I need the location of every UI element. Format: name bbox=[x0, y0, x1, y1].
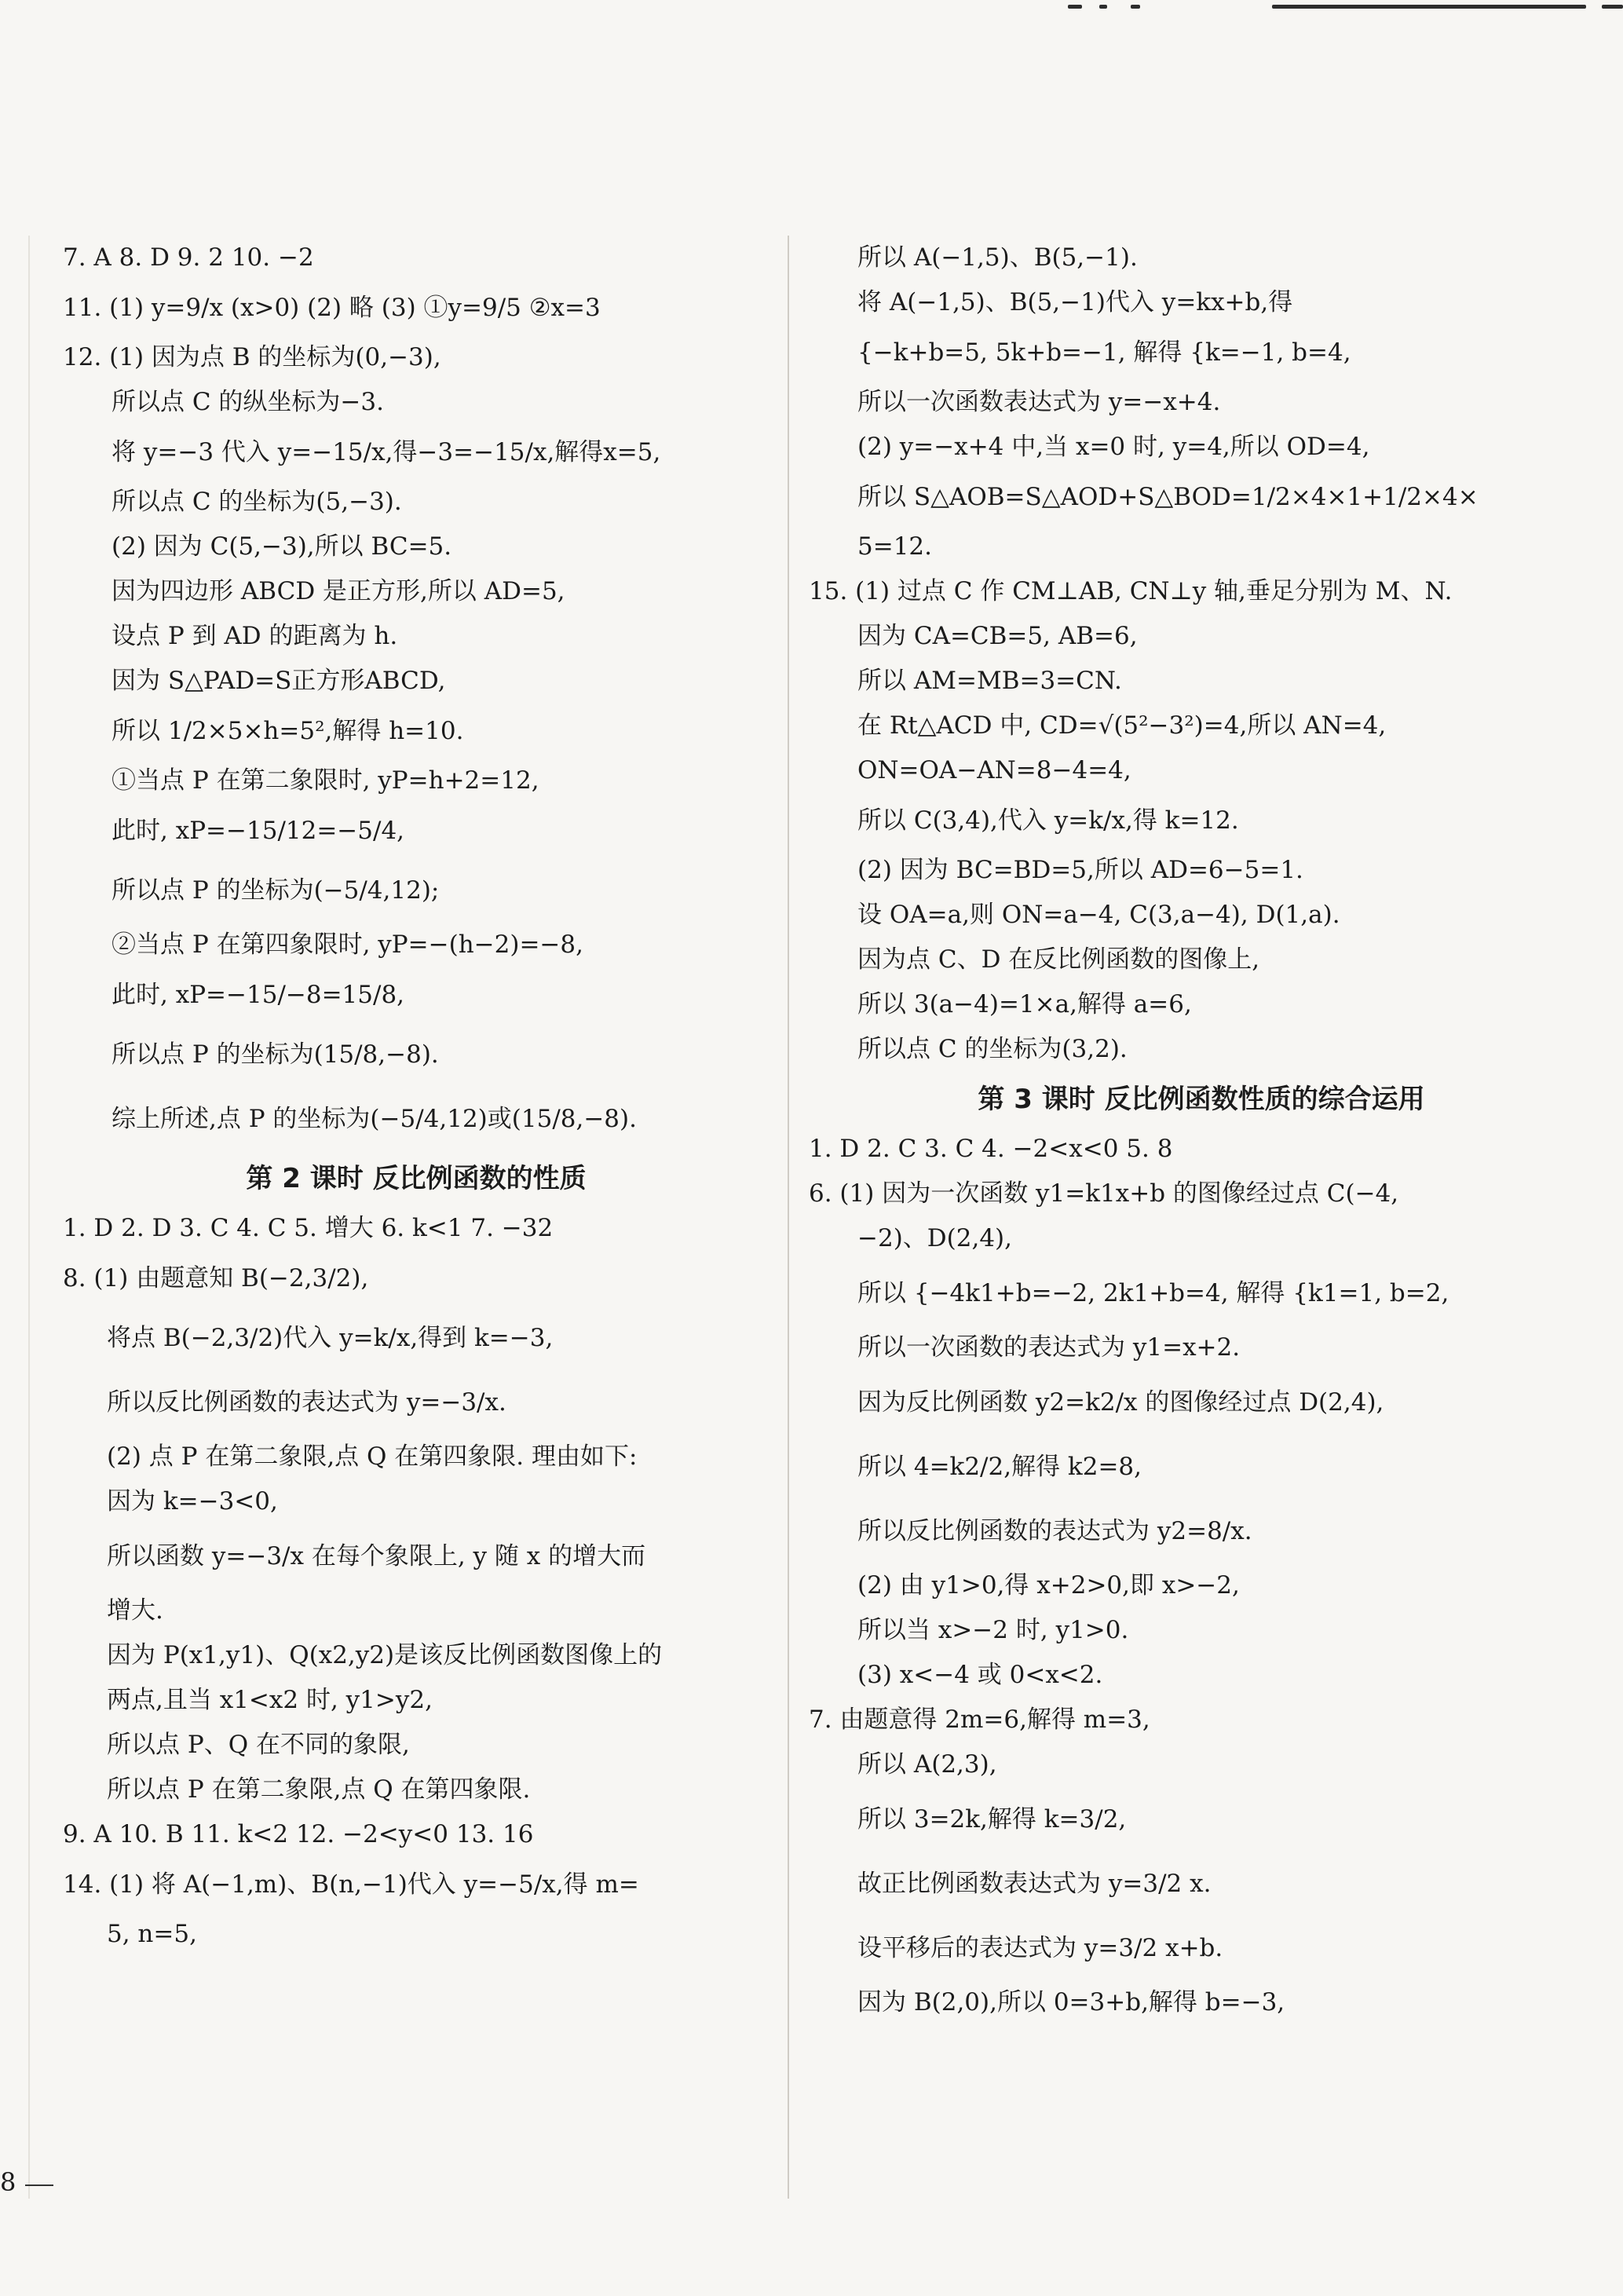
text-line: 将 y=−3 代入 y=−15/x,得−3=−15/x,解得x=5, bbox=[111, 438, 661, 466]
text-line: 在 Rt△ACD 中, CD=√(5²−3²)=4,所以 AN=4, bbox=[857, 711, 1387, 740]
text-line: 所以函数 y=−3/x 在每个象限上, y 随 x 的增大而 bbox=[107, 1542, 646, 1570]
right-column bbox=[809, 236, 1594, 2025]
text-line: 所以 C(3,4),代入 y=k/x,得 k=12. bbox=[857, 806, 1239, 835]
page-number: 8 bbox=[0, 2167, 16, 2197]
column-divider bbox=[788, 236, 789, 2199]
text-line: 所以 A(−1,5)、B(5,−1). bbox=[857, 243, 1138, 272]
text-line: ①当点 P 在第二象限时, yP=h+2=12, bbox=[111, 766, 539, 795]
text-line: 所以 S△AOB=S△AOD+S△BOD=1/2×4×1+1/2×4× bbox=[857, 483, 1479, 511]
text-line: 12. (1) 因为点 B 的坐标为(0,−3), bbox=[63, 343, 441, 371]
text-line: 1. D 2. D 3. C 4. C 5. 增大 6. k<1 7. −32 bbox=[63, 1214, 554, 1242]
section-heading: 第 2 课时 反比例函数的性质 bbox=[246, 1163, 587, 1194]
text-line: 因为四边形 ABCD 是正方形,所以 AD=5, bbox=[111, 577, 565, 605]
text-line: 因为点 C、D 在反比例函数的图像上, bbox=[857, 945, 1260, 974]
left-column bbox=[63, 236, 769, 1957]
text-line: 5, n=5, bbox=[107, 1920, 197, 1948]
text-line: 所以 3(a−4)=1×a,解得 a=6, bbox=[857, 990, 1192, 1018]
text-line: 15. (1) 过点 C 作 CM⊥AB, CN⊥y 轴,垂足分别为 M、N. bbox=[809, 577, 1453, 605]
text-line: 6. (1) 因为一次函数 y1=k1x+b 的图像经过点 C(−4, bbox=[809, 1179, 1399, 1208]
text-line: 所以点 C 的坐标为(5,−3). bbox=[111, 488, 402, 516]
text-line: 所以 AM=MB=3=CN. bbox=[857, 667, 1122, 695]
text-line: 增大. bbox=[107, 1596, 163, 1625]
section-heading: 第 3 课时 反比例函数性质的综合运用 bbox=[978, 1084, 1425, 1115]
text-line: 设 OA=a,则 ON=a−4, C(3,a−4), D(1,a). bbox=[857, 901, 1340, 929]
text-line: 7. 由题意得 2m=6,解得 m=3, bbox=[809, 1706, 1150, 1734]
left-edge-line bbox=[28, 236, 30, 2199]
text-line: 所以点 P 的坐标为(−5/4,12); bbox=[111, 876, 440, 905]
text-line: 8. (1) 由题意知 B(−2,3/2), bbox=[63, 1264, 369, 1292]
text-line: 因为 CA=CB=5, AB=6, bbox=[857, 622, 1138, 650]
text-line: 所以当 x>−2 时, y1>0. bbox=[857, 1616, 1129, 1644]
text-line: 所以 {−4k1+b=−2, 2k1+b=4, 解得 {k1=1, b=2, bbox=[857, 1279, 1449, 1307]
text-line: 所以一次函数表达式为 y=−x+4. bbox=[857, 388, 1221, 416]
text-line: 所以 3=2k,解得 k=3/2, bbox=[857, 1805, 1127, 1834]
text-line: (2) 点 P 在第二象限,点 Q 在第四象限. 理由如下: bbox=[107, 1442, 638, 1471]
text-line: 所以点 C 的纵坐标为−3. bbox=[111, 388, 384, 416]
text-line: 所以点 P、Q 在不同的象限, bbox=[107, 1731, 410, 1759]
text-line: 所以点 P 在第二象限,点 Q 在第四象限. bbox=[107, 1775, 531, 1804]
text-line: 所以反比例函数的表达式为 y2=8/x. bbox=[857, 1517, 1252, 1545]
text-line: 所以点 C 的坐标为(3,2). bbox=[857, 1035, 1128, 1063]
text-line: 所以 4=k2/2,解得 k2=8, bbox=[857, 1453, 1142, 1481]
text-line: 所以 1/2×5×h=5²,解得 h=10. bbox=[111, 717, 464, 745]
text-line: (2) y=−x+4 中,当 x=0 时, y=4,所以 OD=4, bbox=[857, 433, 1370, 461]
text-line: 因为反比例函数 y2=k2/x 的图像经过点 D(2,4), bbox=[857, 1388, 1384, 1417]
text-line: (2) 由 y1>0,得 x+2>0,即 x>−2, bbox=[857, 1571, 1240, 1600]
text-line: {−k+b=5, 5k+b=−1, 解得 {k=−1, b=4, bbox=[857, 338, 1351, 367]
top-scan-artifact bbox=[1068, 0, 1623, 14]
text-line: ②当点 P 在第四象限时, yP=−(h−2)=−8, bbox=[111, 930, 583, 959]
text-line: 所以一次函数的表达式为 y1=x+2. bbox=[857, 1333, 1241, 1362]
text-line: 14. (1) 将 A(−1,m)、B(n,−1)代入 y=−5/x,得 m= bbox=[63, 1870, 639, 1899]
text-line: 故正比例函数表达式为 y=3/2 x. bbox=[857, 1870, 1212, 1898]
text-line: −2)、D(2,4), bbox=[857, 1224, 1012, 1252]
text-line: ON=OA−AN=8−4=4, bbox=[857, 756, 1131, 784]
text-line: 因为 S△PAD=S正方形ABCD, bbox=[111, 667, 446, 695]
text-line: 所以反比例函数的表达式为 y=−3/x. bbox=[107, 1388, 506, 1417]
text-line: 7. A 8. D 9. 2 10. −2 bbox=[63, 243, 314, 272]
text-line: 11. (1) y=9/x (x>0) (2) 略 (3) ①y=9/5 ②x=3 bbox=[63, 294, 601, 322]
page-number-dash bbox=[25, 2184, 53, 2186]
text-line: 因为 B(2,0),所以 0=3+b,解得 b=−3, bbox=[857, 1988, 1285, 2016]
text-line: 5=12. bbox=[857, 532, 932, 561]
text-line: 两点,且当 x1<x2 时, y1>y2, bbox=[107, 1686, 433, 1714]
text-line: 所以点 P 的坐标为(15/8,−8). bbox=[111, 1040, 439, 1069]
text-line: 此时, xP=−15/−8=15/8, bbox=[111, 981, 405, 1009]
text-line: 因为 P(x1,y1)、Q(x2,y2)是该反比例函数图像上的 bbox=[107, 1641, 663, 1669]
text-line: 9. A 10. B 11. k<2 12. −2<y<0 13. 16 bbox=[63, 1820, 534, 1848]
text-line: 设点 P 到 AD 的距离为 h. bbox=[111, 622, 398, 650]
text-line: 1. D 2. C 3. C 4. −2<x<0 5. 8 bbox=[809, 1135, 1173, 1163]
text-line: 将 A(−1,5)、B(5,−1)代入 y=kx+b,得 bbox=[857, 288, 1293, 316]
text-line: 此时, xP=−15/12=−5/4, bbox=[111, 817, 405, 845]
text-line: (2) 因为 C(5,−3),所以 BC=5. bbox=[111, 532, 452, 561]
text-line: 综上所述,点 P 的坐标为(−5/4,12)或(15/8,−8). bbox=[111, 1105, 637, 1133]
text-line: (3) x<−4 或 0<x<2. bbox=[857, 1661, 1103, 1689]
text-line: 设平移后的表达式为 y=3/2 x+b. bbox=[857, 1934, 1223, 1962]
text-line: 所以 A(2,3), bbox=[857, 1750, 997, 1779]
text-line: 将点 B(−2,3/2)代入 y=k/x,得到 k=−3, bbox=[107, 1324, 554, 1352]
text-line: 因为 k=−3<0, bbox=[107, 1487, 278, 1515]
text-line: (2) 因为 BC=BD=5,所以 AD=6−5=1. bbox=[857, 856, 1303, 884]
